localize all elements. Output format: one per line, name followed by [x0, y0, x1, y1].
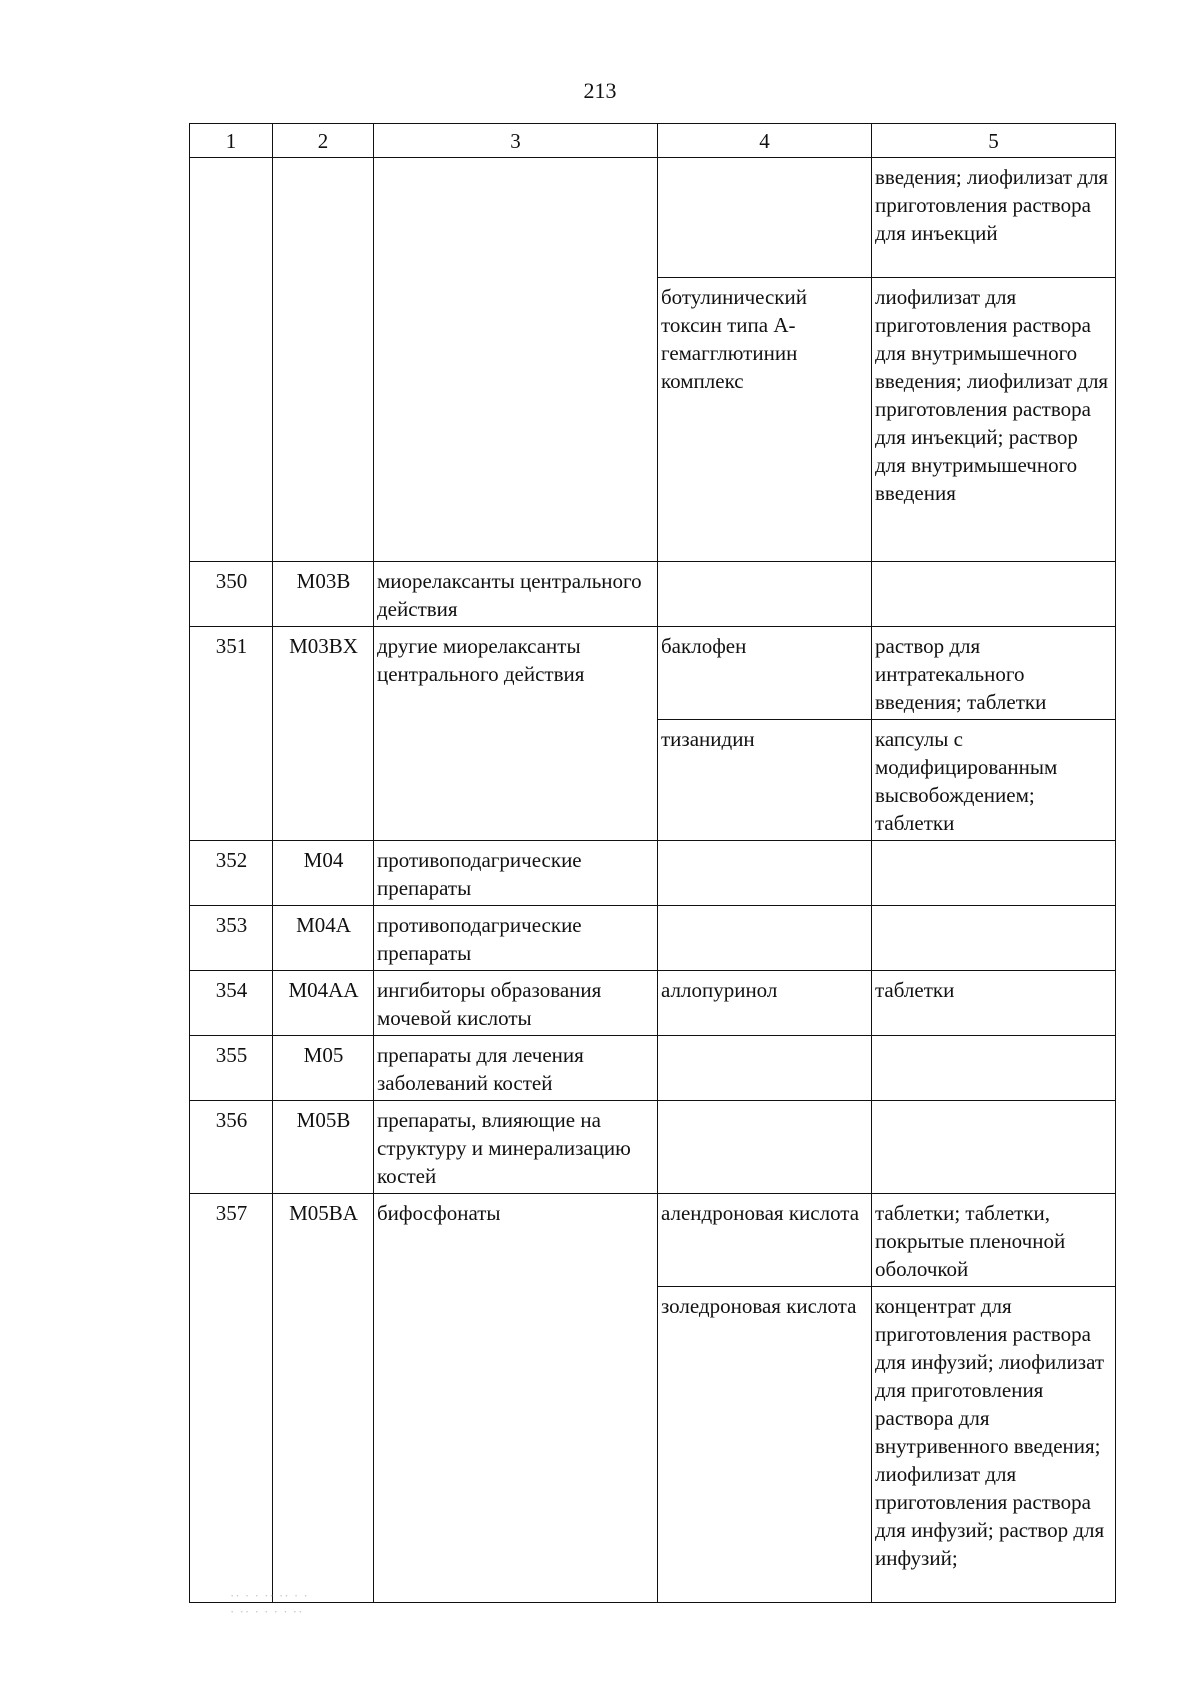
table-row-351	[190, 627, 1116, 720]
cell-code: M03B	[273, 562, 374, 627]
cell-form	[872, 841, 1116, 906]
cell-num: 355	[190, 1036, 273, 1101]
header-col-5: 5	[872, 124, 1116, 158]
cell-group: препараты для лечения заболеваний костей	[374, 1036, 658, 1101]
cell-num: 350	[190, 562, 273, 627]
header-col-2: 2	[273, 124, 374, 158]
cell-num: 356	[190, 1101, 273, 1194]
table-row-352	[190, 841, 1116, 906]
cell-group: другие миорелаксанты центрального действия	[374, 627, 658, 841]
page-number: 213	[583, 78, 617, 103]
table-row-356	[190, 1101, 1116, 1194]
cell-group: миорелаксанты центрального действия	[374, 562, 658, 627]
cell-drug	[658, 906, 872, 971]
cell-drug	[658, 841, 872, 906]
cell-drug	[658, 562, 872, 627]
cell-code: M05B	[273, 1101, 374, 1194]
cell-form	[872, 906, 1116, 971]
table-row-357	[190, 1194, 1116, 1287]
cell-form: введения; лиофилизат для приготовления раствора для инъекций	[872, 158, 1116, 278]
cell-drug	[658, 1036, 872, 1101]
table-row-354	[190, 971, 1116, 1036]
cell-code: M05BA	[273, 1194, 374, 1603]
cell-code	[273, 158, 374, 562]
cell-form	[872, 1101, 1116, 1194]
cell-num: 352	[190, 841, 273, 906]
cell-drug: золедроновая кислота	[658, 1287, 872, 1603]
cell-group	[374, 158, 658, 562]
cell-num: 353	[190, 906, 273, 971]
cell-form: таблетки; таблетки, покрытые пленочной оболочкой	[872, 1194, 1116, 1287]
cell-drug: аллопуринол	[658, 971, 872, 1036]
cell-num: 351	[190, 627, 273, 841]
cell-code: M03BX	[273, 627, 374, 841]
scan-artifact: ·· · · ·· ·· · · · ·· · · · · ··	[230, 1588, 309, 1619]
cell-form: таблетки	[872, 971, 1116, 1036]
cell-form	[872, 562, 1116, 627]
cell-code: M04A	[273, 906, 374, 971]
cell-group: препараты, влияющие на структуру и минерализацию костей	[374, 1101, 658, 1194]
cell-num: 354	[190, 971, 273, 1036]
cell-form: лиофилизат для приготовления раствора для внутримышечного введения; лиофилизат для приготовления раствора для инъекций; раствор для внутримышечного введения	[872, 278, 1116, 562]
cell-form: капсулы с модифицированным высвобождением; таблетки	[872, 720, 1116, 841]
cell-code: M04AA	[273, 971, 374, 1036]
cell-form: раствор для интратекального введения; таблетки	[872, 627, 1116, 720]
cell-code: M05	[273, 1036, 374, 1101]
cell-form: концентрат для приготовления раствора для инфузий; лиофилизат для приготовления раствора для внутривенного введения; лиофилизат для приготовления раствора для инфузий; раствор для инфузий;	[872, 1287, 1116, 1603]
table-row-continuation	[190, 158, 1116, 278]
cell-group: ингибиторы образования мочевой кислоты	[374, 971, 658, 1036]
header-row	[190, 124, 1116, 158]
drug-table	[189, 123, 1116, 1603]
cell-drug: алендроновая кислота	[658, 1194, 872, 1287]
header-col-1: 1	[190, 124, 273, 158]
table-row-353	[190, 906, 1116, 971]
cell-form	[872, 1036, 1116, 1101]
cell-drug: тизанидин	[658, 720, 872, 841]
header-col-3: 3	[374, 124, 658, 158]
table-row-350	[190, 562, 1116, 627]
cell-drug: ботулинический токсин типа А-гемагглютинин комплекс	[658, 278, 872, 562]
table-row-355	[190, 1036, 1116, 1101]
header-col-4: 4	[658, 124, 872, 158]
cell-group: бифосфонаты	[374, 1194, 658, 1603]
cell-num	[190, 158, 273, 562]
cell-code: M04	[273, 841, 374, 906]
cell-drug	[658, 158, 872, 278]
cell-num: 357	[190, 1194, 273, 1603]
cell-drug	[658, 1101, 872, 1194]
cell-group: противоподагрические препараты	[374, 841, 658, 906]
cell-drug: баклофен	[658, 627, 872, 720]
cell-group: противоподагрические препараты	[374, 906, 658, 971]
